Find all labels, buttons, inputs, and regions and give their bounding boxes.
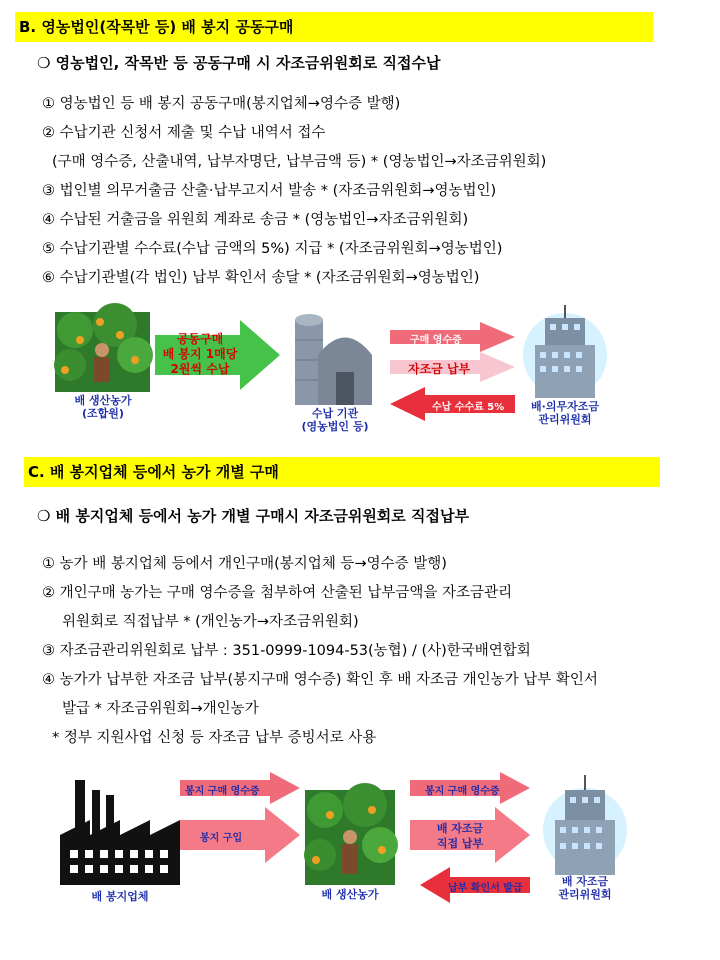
section-b-item: ⑤ 수납기관별 수수료(수납 금액의 5%) 지급 * (자조금위원회→영농법인) <box>42 241 503 257</box>
barn-label-line: 수납 기관 <box>311 407 359 420</box>
section-b-subtitle: ❍ 영농법인, 작목반 등 공동구매 시 자조금위원회로 직접수납 <box>37 54 441 72</box>
farmer-label-line: 배 생산농가 <box>74 394 132 407</box>
section-b-item: ⑥ 수납기관별(각 법인) 납부 확인서 송달 * (자조금위원회→영농법인) <box>42 270 480 286</box>
section-b-item: ② 수납기관 신청서 제출 및 수납 내역서 접수 <box>42 125 326 141</box>
section-b-item: ④ 수납된 거출금을 위원회 계좌로 송금 * (영농법인→자조금위원회) <box>42 212 469 228</box>
factory-picture <box>60 780 180 885</box>
section-c-item: 발급 * 자조금위원회→개인농가 <box>62 701 259 717</box>
factory-label: 배 봉지업체 <box>91 890 149 903</box>
building-picture <box>543 775 627 875</box>
arrow-caption <box>160 332 240 377</box>
arrow-payment-label: 자조금 납부 <box>408 362 471 376</box>
farmer-label-line: (조합원) <box>82 407 124 420</box>
section-c-title: C. 배 봉지업체 등에서 농가 개별 구매 <box>24 457 660 487</box>
arrow-receipt-label: 봉지 구매 영수증 <box>185 786 260 797</box>
barn-label-line: (영농법인 등) <box>301 420 369 433</box>
arrow-confirm-label: 납부 확인서 발급 <box>448 883 523 894</box>
barn-label <box>285 407 385 433</box>
section-c-subtitle: ❍ 배 봉지업체 등에서 농가 개별 구매시 자조금위원회로 직접납부 <box>37 507 469 525</box>
diagram-c <box>0 765 720 915</box>
farmer-label <box>58 394 148 420</box>
arrow-payment-line: 배 자조금 <box>436 822 484 835</box>
section-b-item: ③ 법인별 의무거출금 산출·납부고지서 발송 * (자조금위원회→영농법인) <box>42 183 497 199</box>
section-b-title: B. 영농법인(작목반 등) 배 봉지 공동구매 <box>15 12 653 42</box>
building-label-line: 관리위원회 <box>558 888 612 901</box>
building-label-line: 배 자조금 <box>561 875 609 888</box>
arrow-payment-label <box>420 821 500 851</box>
section-c-item: ④ 농가가 납부한 자조금 납부(봉지구매 영수증) 확인 후 배 자조금 개인농가 납부 확인서 <box>42 672 598 688</box>
farmer-tree-picture <box>304 783 398 885</box>
arrow-caption-line: 2원씩 수납 <box>170 362 230 376</box>
building-label <box>540 875 630 901</box>
section-c-item: 위원회로 직접납부 * (개인농가→자조금위원회) <box>62 614 359 630</box>
arrow-receipt-label: 봉지 구매 영수증 <box>425 786 500 797</box>
section-c-item: ① 농가 배 봉지업체 등에서 개인구매(봉지업체 등→영수증 발행) <box>42 556 447 572</box>
section-c-item: ③ 자조금관리위원회로 납부 : 351-0999-1094-53(농협) / (사)한국배연합회 <box>42 643 531 659</box>
building-label-line: 관리위원회 <box>538 413 592 426</box>
farmer-label: 배 생산농가 <box>321 888 379 901</box>
arrow-receipt-label: 구매 영수증 <box>410 335 462 346</box>
building-picture <box>523 305 607 398</box>
farmer-tree-picture <box>54 303 153 392</box>
section-c-item: ② 개인구매 농가는 구매 영수증을 첨부하여 산출된 납부금액을 자조금관리 <box>42 585 513 601</box>
diagram-b <box>0 300 720 440</box>
building-label-line: 배·의무자조금 <box>531 400 599 413</box>
building-label <box>520 400 610 426</box>
arrow-purchase-label: 봉지 구입 <box>200 833 243 844</box>
section-c-item: * 정부 지원사업 신청 등 자조금 납부 증빙서로 사용 <box>52 730 377 746</box>
barn-picture <box>295 314 372 405</box>
arrow-payment-line: 직접 납부 <box>436 837 484 850</box>
arrow-caption-line: 공동구매 <box>176 332 224 346</box>
arrow-caption-line: 배 봉지 1매당 <box>162 347 238 361</box>
section-b-item: (구매 영수증, 산출내역, 납부자명단, 납부금액 등) * (영농법인→자조금위원회) <box>52 154 547 170</box>
section-b-item: ① 영농법인 등 배 봉지 공동구매(봉지업체→영수증 발행) <box>42 96 401 112</box>
arrow-fee-label: 수납 수수료 5% <box>432 402 505 413</box>
